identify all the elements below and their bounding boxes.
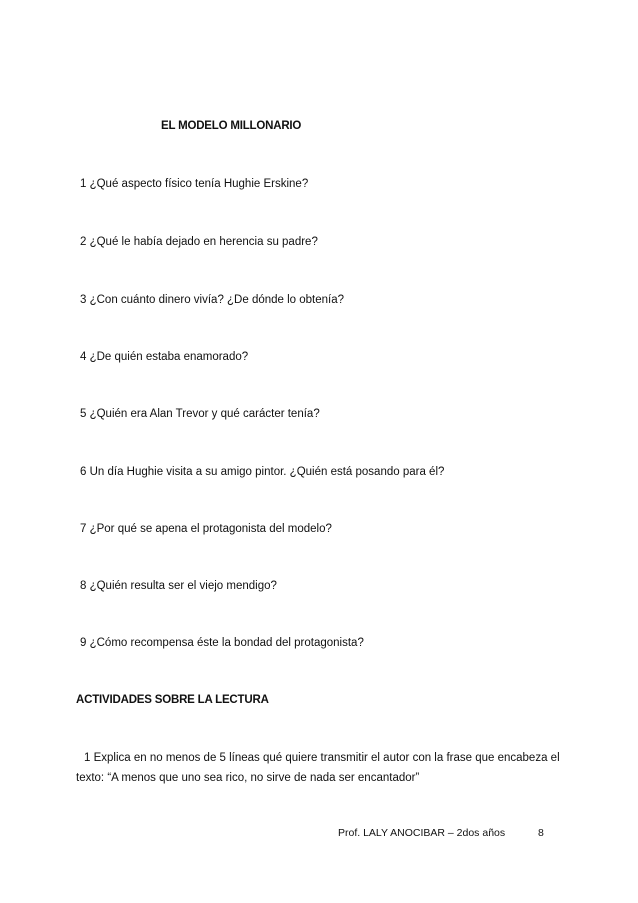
question-6: 6 Un día Hughie visita a su amigo pintor. ¿Quién está posando para él? [80,466,445,478]
question-3: 3 ¿Con cuánto dinero vivía? ¿De dónde lo obtenía? [80,294,345,306]
footer-author: Prof. LALY ANOCIBAR – 2dos años [338,827,506,839]
question-7: 7 ¿Por qué se apena el protagonista del modelo? [80,523,332,535]
activity-1-line-2: texto: “A menos que uno sea rico, no sirve de nada ser encantador” [76,772,420,784]
document-title: EL MODELO MILLONARIO [161,120,302,132]
question-8: 8 ¿Quién resulta ser el viejo mendigo? [80,580,277,592]
section-title: ACTIVIDADES SOBRE LA LECTURA [76,694,269,706]
question-5: 5 ¿Quién era Alan Trevor y qué carácter tenía? [80,408,320,420]
activity-1 [76,748,570,788]
activity-1-line-1: 1 Explica en no menos de 5 líneas qué quiere transmitir el autor con la frase que encabeza el [84,752,560,764]
question-4: 4 ¿De quién estaba enamorado? [80,351,249,363]
footer-page-number: 8 [538,827,544,839]
question-2: 2 ¿Qué le había dejado en herencia su padre? [80,236,318,248]
question-9: 9 ¿Cómo recompensa éste la bondad del protagonista? [80,637,364,649]
question-1: 1 ¿Qué aspecto físico tenía Hughie Erskine? [80,178,309,190]
